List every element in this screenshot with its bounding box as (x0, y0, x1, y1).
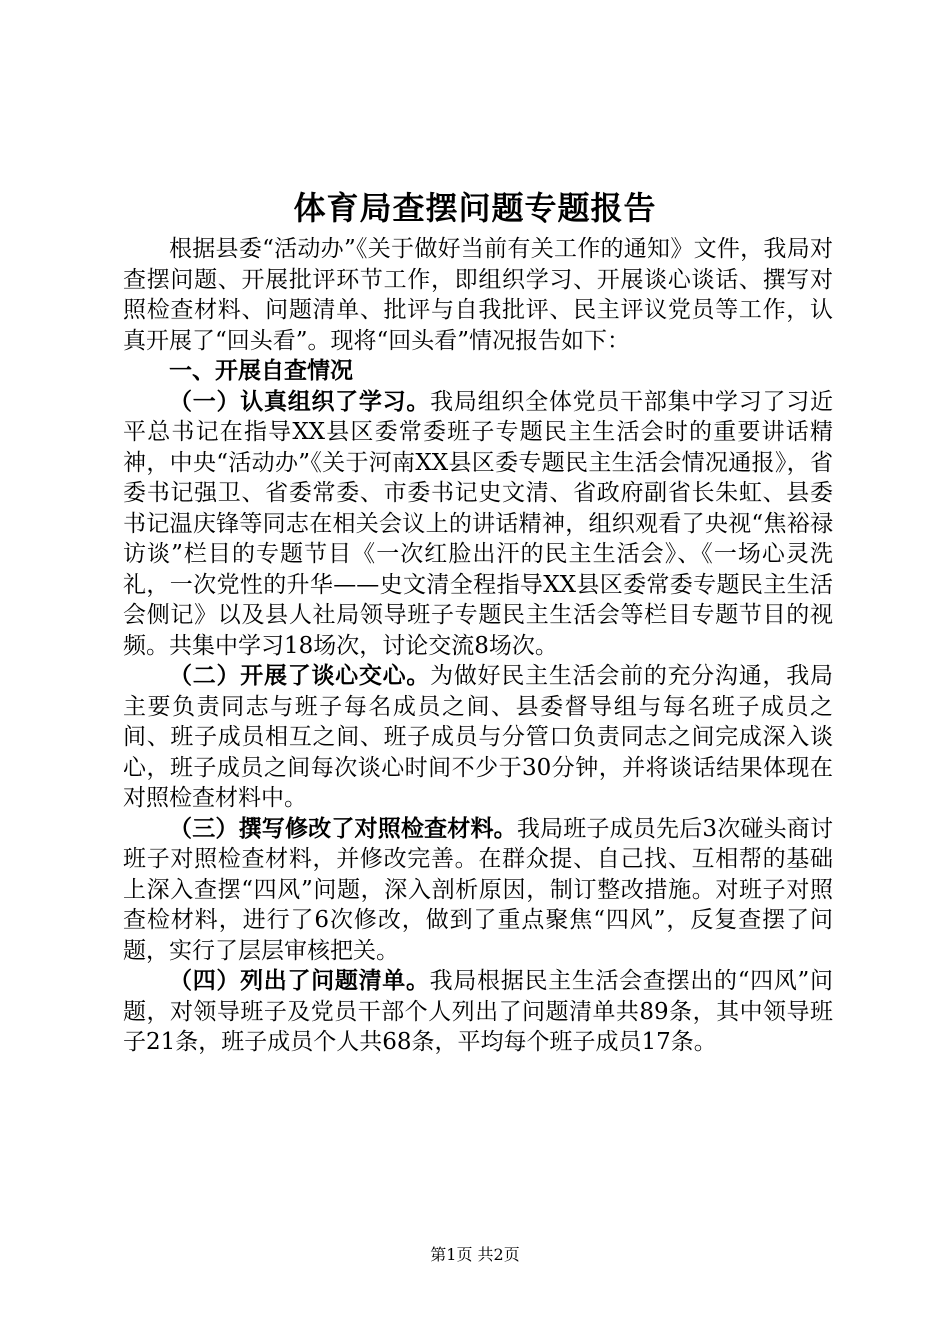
item-text-4: 我局根据民主生活会查摆出的“四风”问题，对领导班子及党员干部个人列出了问题清单共89条，其中领导班子21条，班子成员个人共68条，平均每个班子成员17条。 (123, 968, 833, 1055)
item-lead-4: （四）列出了问题清单。 (169, 968, 430, 994)
item-paragraph-4 (123, 966, 833, 1058)
item-lead-3: （三）撰写修改了对照检查材料。 (169, 815, 517, 842)
document-body (123, 234, 833, 1058)
item-text-1: 我局组织全体党员干部集中学习了习近平总书记在指导XX县区委常委班子专题民主生活会时的重要讲话精神，中央“活动办”《关于河南XX县区委专题民主生活会情况通报》，省委书记强卫、省委常委、市委书记史文清、省政府副省长朱虹、县委书记温庆锋等同志在相关会议上的讲话精神，组织观看了央视“焦裕禄访谈”栏目的专题节目《一次红脸出汗的民主生活会》、《一场心灵洗礼，一次党性的升华——史文清全程指导XX县区委常委专题民主生活会侧记》以及县人社局领导班子专题民主生活会等栏目专题节目的视频。共集中学习18场次，讨论交流8场次。 (123, 388, 834, 659)
item-text-2: 为做好民主生活会前的充分沟通，我局主要负责同志与班子每名成员之间、县委督导组与每名班子成员之间、班子成员相互之间、班子成员与分管口负责同志之间完成深入谈心，班子成员之间每次谈心时间不少于30分钟，并将谈话结果体现在对照检查材料中。 (123, 663, 834, 811)
item-paragraph-3 (123, 814, 833, 967)
item-paragraph-2 (123, 661, 833, 814)
document-title: 体育局查摆问题专题报告 (293, 189, 657, 227)
item-lead-2: （二）开展了谈心交心。 (169, 663, 431, 689)
item-lead-1: （一）认真组织了学习。 (169, 388, 431, 415)
section-heading: 一、开展自查情况 (169, 358, 353, 384)
item-paragraph-1 (123, 387, 833, 662)
page-number-footer: 第1页 共2页 (430, 1245, 520, 1264)
item-text-3: 我局班子成员先后3次碰头商讨班子对照检查材料，并修改完善。在群众提、自己找、互相帮的基础上深入查摆“四风”问题，深入剖析原因，制订整改措施。对班子对照查检材料，进行了6次修改，做到了重点聚焦“四风”，反复查摆了问题，实行了层层审核把关。 (123, 815, 833, 964)
intro-paragraph: 根据县委“活动办”《关于做好当前有关工作的通知》文件，我局对查摆问题、开展批评环节工作，即组织学习、开展谈心谈话、撰写对照检查材料、问题清单、批评与自我批评、民主评议党员等工作，认真开展了“回头看”。现将“回头看”情况报告如下： (123, 236, 833, 354)
